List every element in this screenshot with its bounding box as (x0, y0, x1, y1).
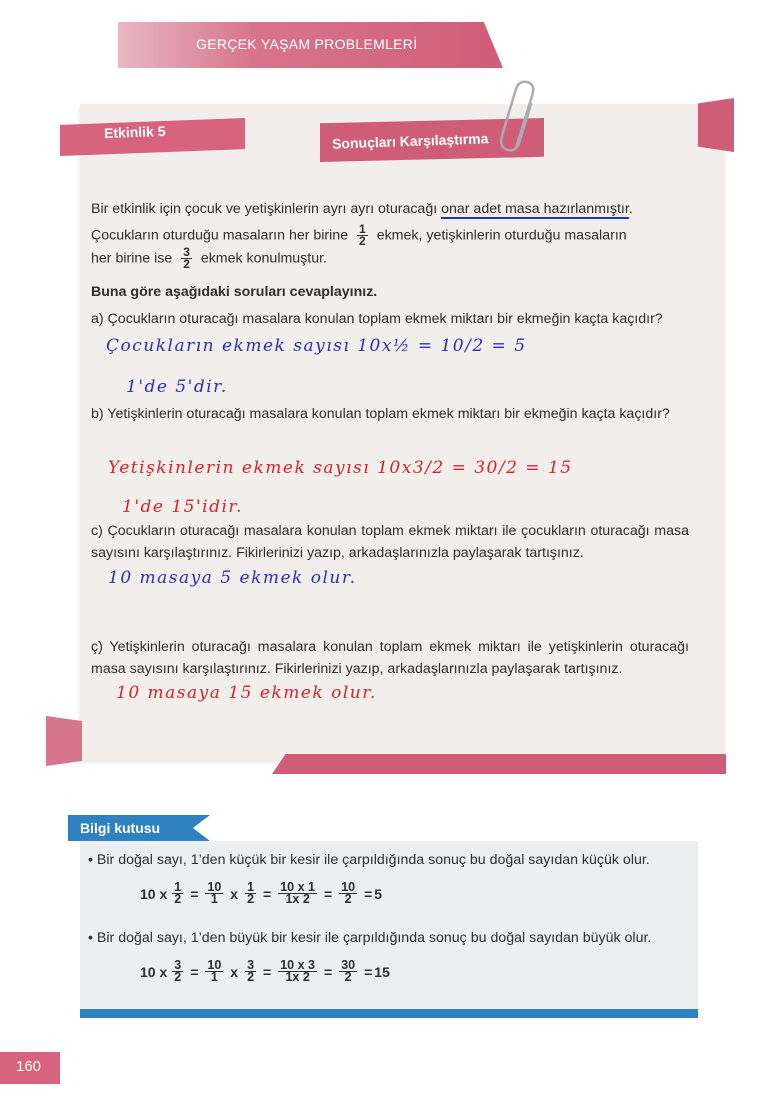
section-title: GERÇEK YAŞAM PROBLEMLERİ (196, 36, 418, 52)
page-number: 160 (16, 1058, 42, 1075)
question-d: ç) Yetişkinlerin oturacağı masalara konulan toplam ekmek miktarı ile yetişkinlerin oturacağı masa sayısını karşılaştırınız. Fikirlerinizi yazıp, arkadaşlarınızla paylaşarak tartışınız. (91, 639, 689, 677)
question-b: b) Yetişkinlerin oturacağı masalara konulan toplam ekmek miktarı bir ekmeğin kaçta kaçıdır? (91, 406, 670, 422)
answer-d: 10 masaya 15 ekmek olur. (116, 683, 377, 703)
answer-b-line-1: Yetişkinlerin ekmek sayısı 10x3/2 = 30/2 = 15 (108, 458, 573, 478)
question-c: c) Çocukların oturacağı masalara konulan toplam ekmek miktarı ile çocukların oturacağı masa sayısını karşılaştırınız. Fikirlerinizi yazıp, arkadaşlarınızla paylaşarak tartışınız. (91, 523, 689, 561)
question-a: a) Çocukların oturacağı masalara konulan toplam ekmek miktarı bir ekmeğin kaçta kaçıdır? (91, 311, 663, 327)
decorative-flap (46, 716, 82, 766)
answer-c: 10 masaya 5 ekmek olur. (108, 568, 357, 588)
decorative-flap (698, 98, 734, 152)
paperclip-icon (498, 78, 548, 158)
fraction-three-halves: $\frac{3}{2}$ (183, 245, 190, 271)
intro-line-2: Çocukların oturduğu masaların her birine $\frac{1}{2}$ ekmek, yetişkinlerin oturduğu masaların (91, 222, 627, 248)
intro-paragraph (91, 198, 689, 270)
instruction: Buna göre aşağıdaki soruları cevaplayınız. (91, 284, 378, 300)
info-box-label: Bilgi kutusu (80, 820, 161, 836)
activity-number: Etkinlik 5 (103, 122, 166, 142)
intro-line-1: Bir etkinlik için çocuk ve yetişkinlerin ayrı ayrı oturacağı onar adet masa hazırlanmıştır. (91, 201, 633, 217)
equation-1: 10 x $\frac{1}{2}$ = $\frac{10}{1}$ x $\frac{1}{2}$ = $\frac{10 x 1}{1x 2}$ = $\frac{10}{2}$ = 5 (140, 880, 383, 906)
info-box-bar (80, 1009, 698, 1018)
answer-a-line-2: 1'de 5'dir. (126, 377, 228, 397)
activity-title: Sonuçları Karşılaştırma (331, 130, 489, 152)
answer-b-line-2: 1'de 15'idir. (122, 497, 244, 517)
intro-line-3: her birine ise $\frac{3}{2}$ ekmek konulmuştur. (91, 245, 327, 271)
info-bullet-2: • Bir doğal sayı, 1’den büyük bir kesir ile çarpıldığında sonuç bu doğal sayıdan büyük olur. (88, 930, 652, 946)
equation-2: 10 x $\frac{3}{2}$ = $\frac{10}{1}$ x $\frac{3}{2}$ = $\frac{10 x 3}{1x 2}$ = $\frac{30}{2}$ = 15 (140, 958, 390, 984)
decorative-band (272, 754, 726, 774)
answer-a-line-1: Çocukların ekmek sayısı 10x½ = 10/2 = 5 (106, 336, 527, 356)
info-bullet-1: • Bir doğal sayı, 1’den küçük bir kesir ile çarpıldığında sonuç bu doğal sayıdan küçük olur. (88, 852, 650, 868)
underlined-text: onar adet masa hazırlanmıştır (441, 201, 629, 217)
fraction-one-half: $\frac{1}{2}$ (359, 222, 366, 248)
